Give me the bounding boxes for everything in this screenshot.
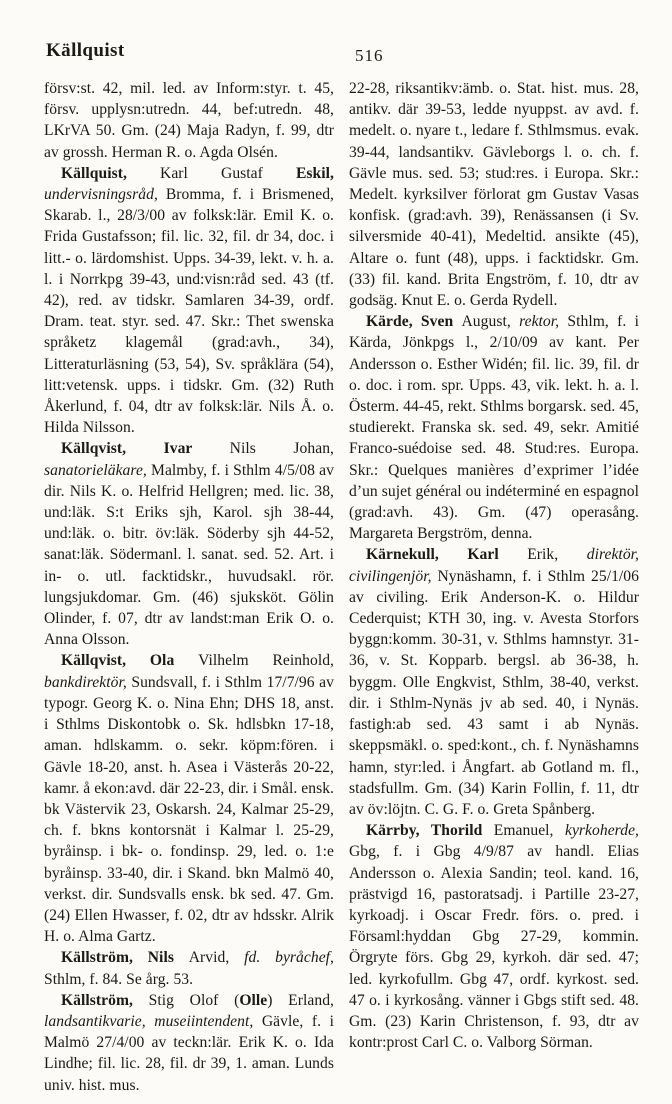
entry-headword: Kärrby, Thorild xyxy=(366,822,494,840)
entry-title: kyrkoherde, xyxy=(564,822,639,840)
entry-kallqvist-ivar xyxy=(44,438,334,650)
page-number: 516 xyxy=(355,46,384,65)
entry-text: Arvid, xyxy=(188,949,245,967)
entry-text: Nynäshamn, f. i Sthlm 25/1/06 av civiling. Erik Anderson-K. o. Hildur Cederquist; KTH 30, ing. v. Avesta Storfors byggn:komm. 30-31, v. Sthlms hamnstyr. 31-36, v. St. Kopparb. bergsl. ab 36-38, h. byggm. Olle Engkvist, Sthlm, 38-40, verkst. dir. i Sthlm-Nynäs jv ab sed. 40, i Nynäs. fastigh:ab sed. 43 samt i ab Nynäs. skeppsmäkl. o. sped:kont., ch. f. Nynäshamns hamn, styr:led. i Ångfart. ab Gotland m. fl., stadsfullm. Gm. (34) Karin Follin, f. 11, dtr av öv:löjtn. C. G. F. o. Greta Spånberg. xyxy=(349,567,639,818)
entry-title: sanatorieläkare, xyxy=(44,461,152,479)
entry-karde-sven xyxy=(349,311,639,544)
entry-title: fd. byråchef, xyxy=(244,949,334,967)
entry-text: Erik, xyxy=(527,546,587,564)
left-column xyxy=(44,78,334,1094)
entry-karrby-thorild xyxy=(349,820,639,1053)
entry-kallqvist-ola xyxy=(44,650,334,947)
entry-text: Karl Gustaf xyxy=(160,164,296,182)
entry-headword: Eskil, xyxy=(295,164,334,182)
entry-text: ) Erland, xyxy=(267,991,334,1009)
entry-text: Emanuel, xyxy=(493,822,565,840)
entry-text: försv:st. 42, mil. led. av Inform:styr. t. 45, försv. upplysn:utredn. 44, bef:utredn. 48, LKrVA 50. Gm. (24) Maja Radyn, f. 99, dtr av grossh. Herman R. o. Agda Olsén. xyxy=(44,80,334,161)
entry-text: Vilhelm Reinhold, xyxy=(198,652,334,670)
entry-text: Bromma, f. i Brismened, Skarab. l., 28/3/00 av folksk:lär. Emil K. o. Frida Gustafsson; fil. lic. 32, fil. dr 34, doc. i litt.- o. lärdomshist. Upps. 34-39, lekt. v. h. a. l. i Norrkpg 39-43, und:visn:råd sed. 43 (tf. 42), red. av tidskr. Samlaren 34-39, ordf. Dram. teat. styr. sed. 47. Skr.: Thet swenska språketz klagemål (grad:avh., 34), Litteraturläsning (53, 54), Sv. språklära (54), litt:vetensk. upps. i tidskr. Gm. (32) Ruth Åkerlund, f. 04, dtr av folksk:lär. Nils Å. o. Hilda Nilsson. xyxy=(44,186,334,437)
entry-continuation-kallstrom-olle xyxy=(349,78,639,311)
entry-kallstrom-nils xyxy=(44,947,334,989)
entry-title: direktör, civilingenjör, xyxy=(349,546,639,585)
entry-text: 22-28, riksantikv:ämb. o. Stat. hist. mus. 28, antikv. där 39-53, ledde nyuppst. av avd. f. medelt. o. nyare t., ledare f. Sthlmsmus. evak. 39-44, landsantikv. Gävleborgs l. o. ch. f. Gävle mus. sed. 53; stud:res. i Europa. Skr.: Medelt. kyrksilver förlorat gm Gustav Vasas konfisk. (grad:avh. 39), Renässansen (i Sv. silversmide 40-41), Medeltid. ansikte (45), Altare o. funt (48), upps. i facktidskr. Gm. (33) fil. kand. Brita Engström, f. 10, dtr av godsäg. Knut E. o. Gerda Rydell. xyxy=(349,80,639,310)
entry-text: Sthlm, f. 84. Se årg. 53. xyxy=(44,970,194,988)
entry-title: rektor, xyxy=(519,313,568,331)
entry-headword: Källström, xyxy=(61,991,149,1009)
entry-headword: Källqvist, Ivar xyxy=(61,440,230,458)
entry-text: Gbg, f. i Gbg 4/9/87 av handl. Elias Andersson o. Alexia Sandin; teol. kand. 16, prästvigd 16, pastoratsadj. i Partille 23-27, kyrkoadj. i Oscar Fredr. förs. o. pred. i Församl:hyddan Gbg 27-29, kommin. Örgryte förs. Gbg 29, kyrkoh. där sed. 47; led. kyrkofullm. Gbg 47, ordf. kyrkost. sed. 47 o. i kyrkosång. vänner i Gbgs stift sed. 48. Gm. (23) Karin Christenson, f. 93, dtr av kontr:prost Carl C. o. Valborg Sörman. xyxy=(349,843,639,1052)
entry-text: Sundsvall, f. i Sthlm 17/7/96 av typogr. Georg K. o. Nina Ehn; DHS 18, anst. i Sthlms Diskontobk o. Sk. hdlsbkn 17-18, aman. hdlskamm. o. sekr. köpm:fören. i Gävle 18-20, anst. h. Asea i Västerås 20-22, kamr. å ekon:avd. där 22-23, dir. i Smål. ensk. bk Västervik 23, Oskarsh. 24, Kalmar 25-29, ch. f. bkns kontorsnät i Kalmar l. 25-29, byråinsp. i bk- o. fondinsp. 29, led. o. 1:e byråinsp. 33-40, dir. i Skand. bkn Malmö 40, verkst. dir. Sundsvalls ensk. bk sed. 47. Gm. (24) Ellen Hwasser, f. 02, dtr av hdsskr. Alrik H. o. Alma Gartz. xyxy=(44,673,334,946)
text-columns xyxy=(44,78,640,1094)
entry-continuation-kallquist xyxy=(44,78,334,163)
entry-text: Nils Johan, xyxy=(229,440,334,458)
entry-title: landsantikvarie, museiintendent, xyxy=(44,1012,262,1030)
entry-kallquist-eskil xyxy=(44,163,334,439)
entry-headword: Källquist, xyxy=(61,164,161,182)
entry-text: Stig Olof ( xyxy=(148,991,240,1009)
entry-headword: Olle xyxy=(239,991,268,1009)
entry-kallstrom-olle xyxy=(44,990,334,1096)
entry-karnekull-karl xyxy=(349,544,639,820)
entry-headword: Kärde, Sven xyxy=(366,313,462,331)
entry-text: Malmby, f. i Sthlm 4/5/08 av dir. Nils K. o. Helfrid Hellgren; med. lic. 38, und:läk. S:t Eriks sjh, Karol. sjh 38-44, und:läk. o. bitr. öv:läk. Söderby sjh 44-52, sanat:läk. Södermanl. l. sanat. sed. 52. Art. i in- o. utl. facktidskr., huvudsakl. rör. lungsjukdomar. Gm. (46) sjuksköt. Gölin Olinder, f. 07, dtr av landst:man Erik O. o. Anna Olsson. xyxy=(44,461,334,649)
entry-title: undervisningsråd, xyxy=(44,186,166,204)
entry-text: Sthlm, f. i Kärda, Jönkpgs l., 2/10/09 av kant. Per Andersson o. Esther Widén; fil. lic. 39, fil. dr o. doc. i rom. spr. Upps. 43, vik. lekt. h. a. l. Österm. 44-45, rekt. Sthlms borgarsk. sed. 45, studierekt. Franska sk. sed. 49, sekr. Amitié Franco-suédoise sed. 48. Stud:res. Europa. Skr.: Quelques manières d’exprimer l’idée d’un sujet général ou indéterminé en espagnol (grad:avh. 43). Gm. (47) operasång. Margareta Bergström, denna. xyxy=(349,313,640,543)
entry-headword: Källqvist, Ola xyxy=(61,652,199,670)
entry-headword: Kärnekull, Karl xyxy=(366,546,528,564)
entry-headword: Källström, Nils xyxy=(61,949,189,967)
running-header xyxy=(0,40,672,68)
right-column xyxy=(349,78,639,1074)
entry-text: Gävle, f. i Malmö 27/4/00 av teckn:lär. Erik K. o. Ida Lindhe; fil. lic. 28, fil. dr 39, 1. aman. Lunds univ. hist. mus. xyxy=(44,1012,334,1094)
header-keyword: Källquist xyxy=(46,40,125,61)
entry-title: bankdirektör, xyxy=(44,673,132,691)
entry-text: August, xyxy=(461,313,520,331)
